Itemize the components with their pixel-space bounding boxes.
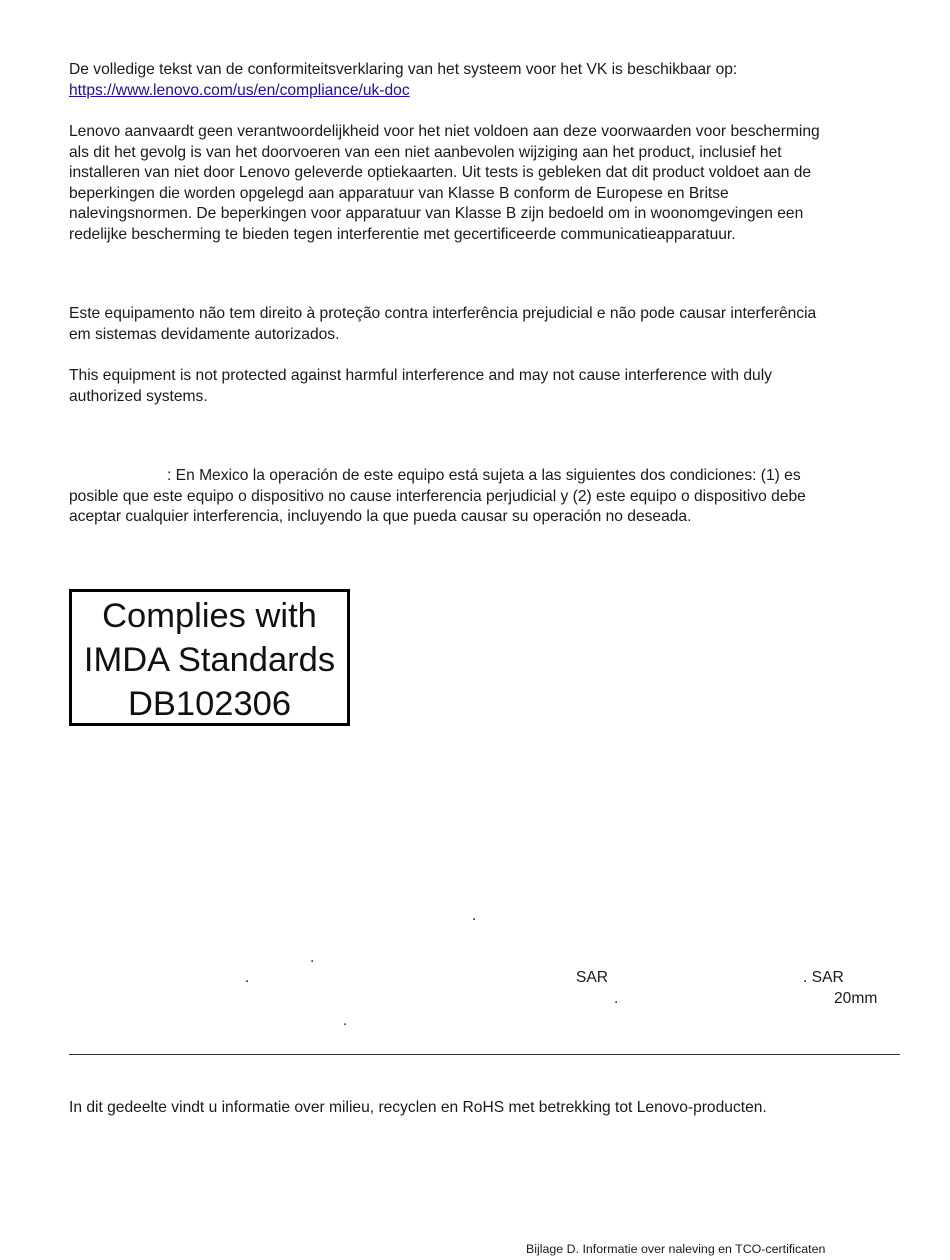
brazil-pt-line: em sistemas devidamente autorizados. (69, 325, 340, 343)
mexico-line: aceptar cualquier interferencia, incluyendo la que pueda causar su operación no deseada. (69, 508, 692, 526)
imda-label-line: Complies with (102, 597, 317, 635)
brazil-en-line: authorized systems. (69, 387, 208, 405)
imda-label-line: IMDA Standards (83, 641, 336, 679)
disclaimer-line: Lenovo aanvaardt geen verantwoordelijkheid voor het niet voldoen aan deze voorwaarden voor bescherming (69, 123, 820, 140)
mexico-notice-paragraph (69, 466, 904, 528)
brazil-en-line: This equipment is not protected against harmful interference and may not cause interference with duly (69, 367, 772, 384)
sar-fragment: . (310, 949, 315, 966)
brazil-notice-english (69, 366, 904, 407)
sar-fragment: . SAR (803, 969, 844, 986)
sar-fragment: . (472, 907, 477, 924)
imda-compliance-label (69, 589, 350, 726)
lenovo-disclaimer-paragraph (69, 122, 904, 246)
sar-distance: 20mm (834, 990, 878, 1007)
brazil-notice-portuguese (69, 304, 904, 345)
disclaimer-line: installeren van niet door Lenovo geleverde optiekaarten. Uit tests is gebleken dat dit product voldoet aan de (69, 164, 812, 182)
disclaimer-line: beperkingen die worden opgelegd aan apparatuur van Klasse B conform de Europese en Britse (69, 184, 729, 202)
disclaimer-line: als dit het gevolg is van het doorvoeren van een niet aanbevolen wijziging aan het product, inclusief het (69, 143, 782, 161)
sar-fragment: . (245, 969, 250, 986)
environment-intro-paragraph (69, 1098, 904, 1119)
uk-declaration-text: De volledige tekst van de conformiteitsverklaring van het systeem voor het VK is beschikbaar op: (69, 61, 738, 78)
sar-fragment: SAR (576, 969, 609, 986)
imda-label-line: DB102306 (127, 685, 292, 723)
mexico-line: posible que este equipo o dispositivo no cause interferencia perjudicial y (2) este equipo o dispositivo debe (69, 487, 806, 505)
uk-declaration-paragraph (69, 60, 904, 101)
brazil-pt-line: Este equipamento não tem direito à proteção contra interferência prejudicial e não pode causar interferência (69, 305, 817, 322)
disclaimer-line: redelijke bescherming te bieden tegen interferentie met gecertificeerde communicatieapparatuur. (69, 225, 736, 243)
disclaimer-line: nalevingsnormen. De beperkingen voor apparatuur van Klasse B zijn bedoeld om in woonomgevingen een (69, 205, 804, 223)
sar-fragment: . (614, 990, 619, 1007)
section-divider (69, 1054, 900, 1055)
page-footer: Bijlage D. Informatie over naleving en TCO-certificaten (526, 1242, 826, 1256)
sar-fragment: . (343, 1012, 348, 1029)
environment-intro-text: In dit gedeelte vindt u informatie over milieu, recyclen en RoHS met betrekking tot Lenovo-producten. (69, 1099, 767, 1116)
mexico-line: : En Mexico la operación de este equipo está sujeta a las siguientes dos condiciones: (1) es (167, 467, 801, 484)
uk-doc-link[interactable]: https://www.lenovo.com/us/en/compliance/uk-doc (69, 81, 410, 99)
